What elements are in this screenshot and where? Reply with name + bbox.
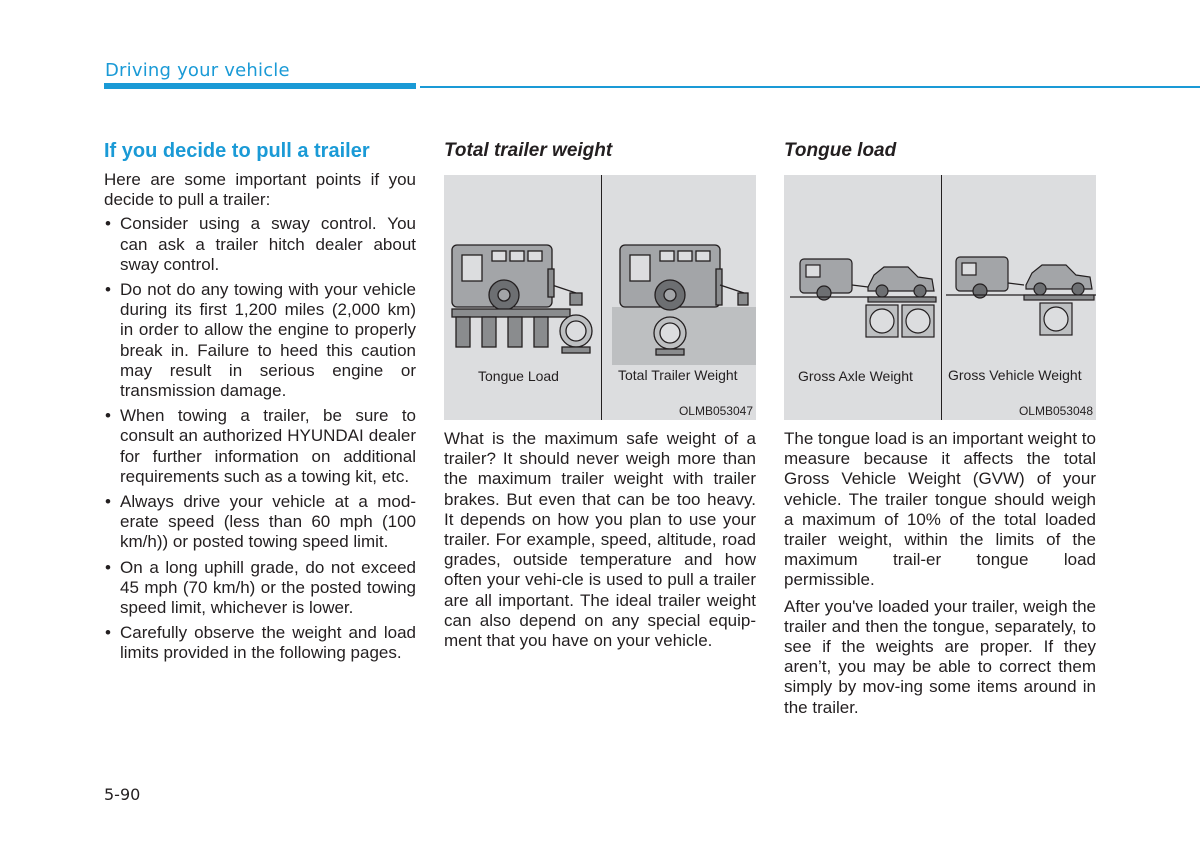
bullet-item: • Do not do any towing with your vehicle during its first 1,200 miles (2,000 km) in order to allow the engine to properly break in. Failure to heed this caution may result in serious engine or transmission damage. [104,280,416,401]
intro-paragraph: Here are some important points if you decide to pull a trailer: [104,170,416,210]
tongue-load-paragraph-2: After you've loaded your trailer, weigh the trailer and then the tongue, separately, to see if the weights are proper. If they aren’t, you may be able to correct them simply by mov-ing some items around in the trailer. [784,596,1096,717]
header-rule-thick [104,83,416,89]
trailer-on-ground-illustration [612,245,756,365]
figure-code: OLMB053047 [678,404,753,418]
total-trailer-weight-paragraph: What is the maximum safe weight of a trailer? It should never weigh more than the maximum trailer weight with trailer brakes. But even that can be too heavy. It depends on how you plan to use your trailer. For example, speed, altitude, road grades, outside temperature and how often your vehi-cle is used to pull a trailer are all important. The ideal trailer weight can also depend on any special equip-ment that you have on your vehicle. [444,429,756,651]
bullet-item: • On a long uphill grade, do not exceed 45 mph (70 km/h) or the posted towing speed limit, whichever is lower. [104,558,416,619]
label-gross-vehicle-weight: Gross Vehicle Weight [948,367,1082,383]
bullet-list [104,214,416,663]
figure-divider [601,175,602,420]
page-number: 5-90 [104,785,141,804]
figure-divider [941,175,942,420]
gross-axle-weight-illustration [790,259,936,337]
bullet-item: • Carefully observe the weight and load limits provided in the following pages. [104,623,416,663]
figure-code: OLMB053048 [1018,404,1093,418]
subheading-total-trailer-weight: Total trailer weight [444,140,613,161]
column-2 [444,138,756,651]
tongue-load-paragraph-1: The tongue load is an important weight to measure because it affects the total Gross Vehicle Weight (GVW) of your vehicle. The trailer tongue should weigh a maximum of 10% of the total loaded trailer weight, within the limits of the maximum trail-er tongue load permissible. [784,429,1096,590]
bullet-item: • Consider using a sway control. You can ask a trailer hitch dealer about sway control. [104,214,416,275]
subheading-tongue-load: Tongue load [784,140,897,161]
column-3 [784,138,1096,718]
header-section-title: Driving your vehicle [105,60,290,81]
label-total-trailer-weight: Total Trailer Weight [618,367,738,383]
bullet-item: • Always drive your vehicle at a mod-erate speed (less than 60 mph (100 km/h)) or posted towing speed limit. [104,492,416,553]
label-gross-axle-weight: Gross Axle Weight [798,368,913,384]
label-tongue-load: Tongue Load [478,368,559,384]
column-1 [104,138,416,669]
figure-tongue-load [784,175,1096,420]
bullet-item: • When towing a trailer, be sure to consult an authorized HYUNDAI dealer for further information on additional requirements such as a towing kit, etc. [104,406,416,487]
gross-vehicle-weight-illustration [946,257,1096,335]
section-heading: If you decide to pull a trailer [104,140,370,162]
header-rule-thin [420,86,1200,88]
trailer-on-platform-illustration [452,245,592,353]
figure-trailer-weight [444,175,756,420]
